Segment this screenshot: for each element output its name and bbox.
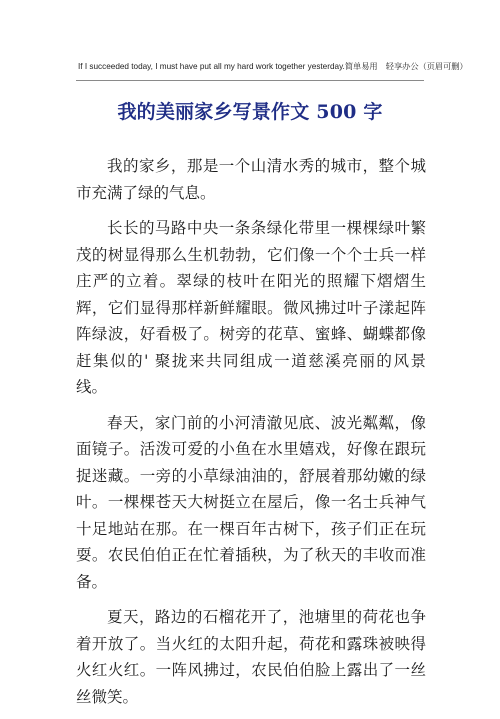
header-english-quote: If I succeeded today, I must have put all my hard work together yesterday.	[78, 62, 345, 71]
paragraph-road-trees: 长长的马路中央一条条绿化带里一棵棵绿叶繁茂的树显得那么生机勃勃，它们像一个个士兵一样庄严的立着。翠绿的枝叶在阳光的照耀下熠熠生辉，它们显得那样新鲜耀眼。微风拂过叶子漾起阵阵绿波，好看极了。树旁的花草、蜜蜂、蝴蝶都像赶集似的' 聚拢来共同组成一道慈溪亮丽的风景线。	[76, 219, 426, 396]
header-divider	[76, 80, 424, 81]
paragraph-spring: 春天，家门前的小河清澈见底、波光粼粼，像面镜子。活泼可爱的小鱼在水里嬉戏，好像在跟玩捉迷藏。一旁的小草绿油油的，舒展着那幼嫩的绿叶。一棵棵苍天大树挺立在屋后，像一名士兵神气十足地站在那。在一棵百年古树下，孩子们正在玩耍。农民伯伯正在忙着插秧，为了秋天的丰收而准备。	[76, 413, 426, 591]
paragraph-intro: 我的家乡，那是一个山清水秀的城市，整个城市充满了绿的气息。	[76, 157, 426, 202]
page-header	[78, 60, 468, 73]
document-title: 我的美丽家乡写景作文 500 字	[117, 101, 383, 123]
header-chinese-note: 简单易用 轻享办公（页眉可删）	[344, 61, 468, 71]
paragraph-summer: 夏天，路边的石榴花开了，池塘里的荷花也争着开放了。当火红的太阳升起，荷花和露珠被映得火红火红。一阵风拂过，农民伯伯脸上露出了一丝丝微笑。	[76, 608, 426, 706]
article-body	[76, 153, 426, 719]
